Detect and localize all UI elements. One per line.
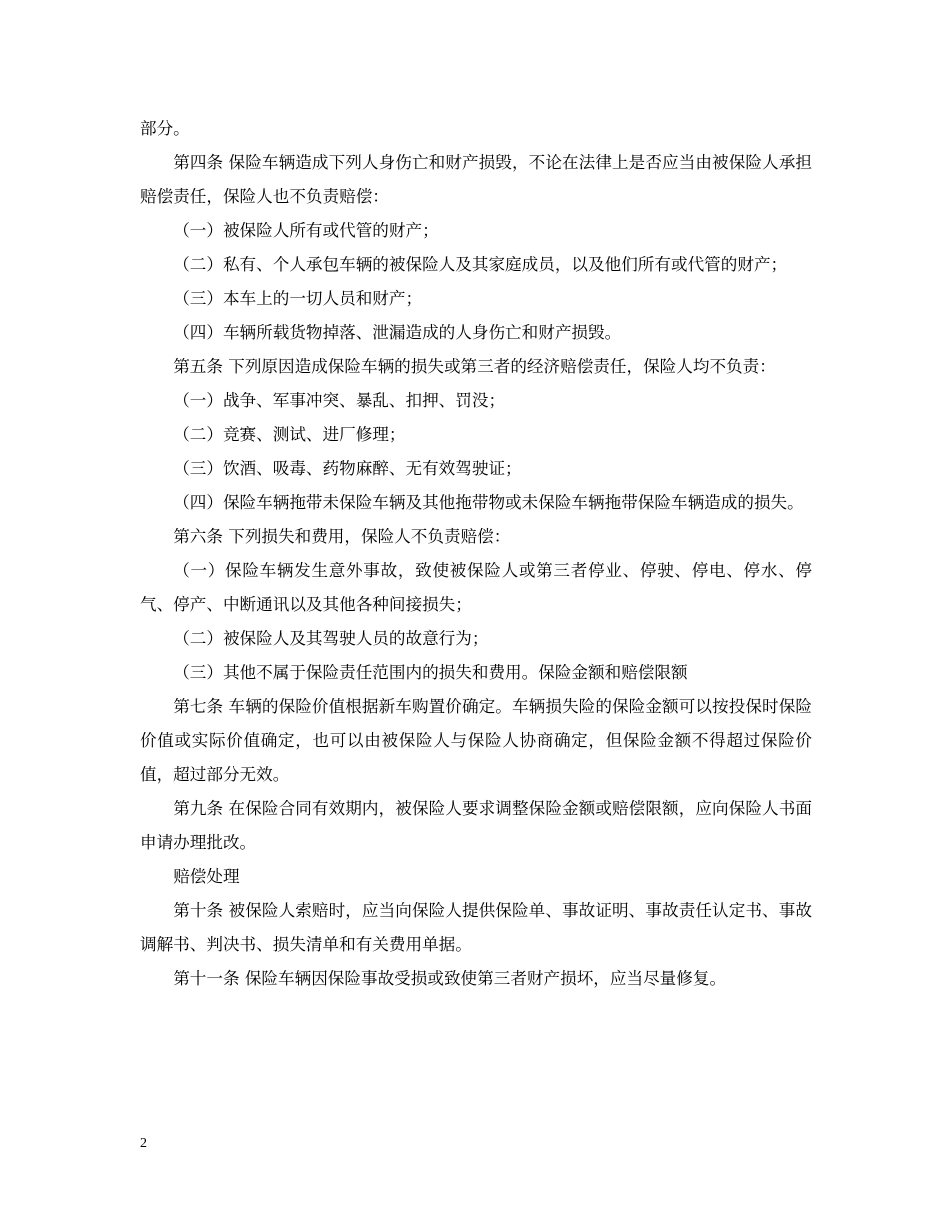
paragraph: （一）被保险人所有或代管的财产； xyxy=(173,221,439,240)
paragraph: （二）被保险人及其驾驶人员的故意行为； xyxy=(173,629,489,648)
section-heading: 赔偿处理 xyxy=(173,867,240,886)
paragraph: 第十条 被保险人索赔时，应当向保险人提供保险单、事故证明、事故责任认定书、事故调解书、判决书、损失清单和有关费用单据。 xyxy=(140,901,812,954)
paragraph: 第六条 下列损失和费用，保险人不负责赔偿： xyxy=(173,527,511,546)
paragraph: （一）战争、军事冲突、暴乱、扣押、罚没； xyxy=(173,391,506,410)
paragraph: （三）其他不属于保险责任范围内的损失和费用。保险金额和赔偿限额 xyxy=(173,663,688,682)
paragraph: （三）饮酒、吸毒、药物麻醉、无有效驾驶证； xyxy=(173,459,522,478)
paragraph: （三）本车上的一切人员和财产； xyxy=(173,289,423,308)
paragraph: （四）车辆所载货物掉落、泄漏造成的人身伤亡和财产损毁。 xyxy=(173,323,622,342)
paragraph: （二）竞赛、测试、进厂修理； xyxy=(173,425,406,444)
paragraph: 第九条 在保险合同有效期内，被保险人要求调整保险金额或赔偿限额，应向保险人书面申请办理批改。 xyxy=(140,799,812,852)
paragraph: 第四条 保险车辆造成下列人身伤亡和财产损毁，不论在法律上是否应当由被保险人承担赔偿责任，保险人也不负责赔偿： xyxy=(140,153,812,206)
paragraph: 第十一条 保险车辆因保险事故受损或致使第三者财产损坏，应当尽量修复。 xyxy=(173,969,727,988)
paragraph: （二）私有、个人承包车辆的被保险人及其家庭成员，以及他们所有或代管的财产； xyxy=(173,255,788,274)
paragraph: 第七条 车辆的保险价值根据新车购置价确定。车辆损失险的保险金额可以按投保时保险价值或实际价值确定，也可以由被保险人与保险人协商确定，但保险金额不得超过保险价值，超过部分无效。 xyxy=(140,697,812,784)
document-body xyxy=(140,112,812,996)
paragraph: （四）保险车辆拖带未保险车辆及其他拖带物或未保险车辆拖带保险车辆造成的损失。 xyxy=(173,493,804,512)
paragraph: （一）保险车辆发生意外事故，致使被保险人或第三者停业、停驶、停电、停水、停气、停产、中断通讯以及其他各种间接损失； xyxy=(140,561,812,614)
page-number: 2 xyxy=(140,1136,147,1151)
paragraph: 部分。 xyxy=(140,119,190,138)
paragraph: 第五条 下列原因造成保险车辆的损失或第三者的经济赔偿责任，保险人均不负责： xyxy=(173,357,776,376)
